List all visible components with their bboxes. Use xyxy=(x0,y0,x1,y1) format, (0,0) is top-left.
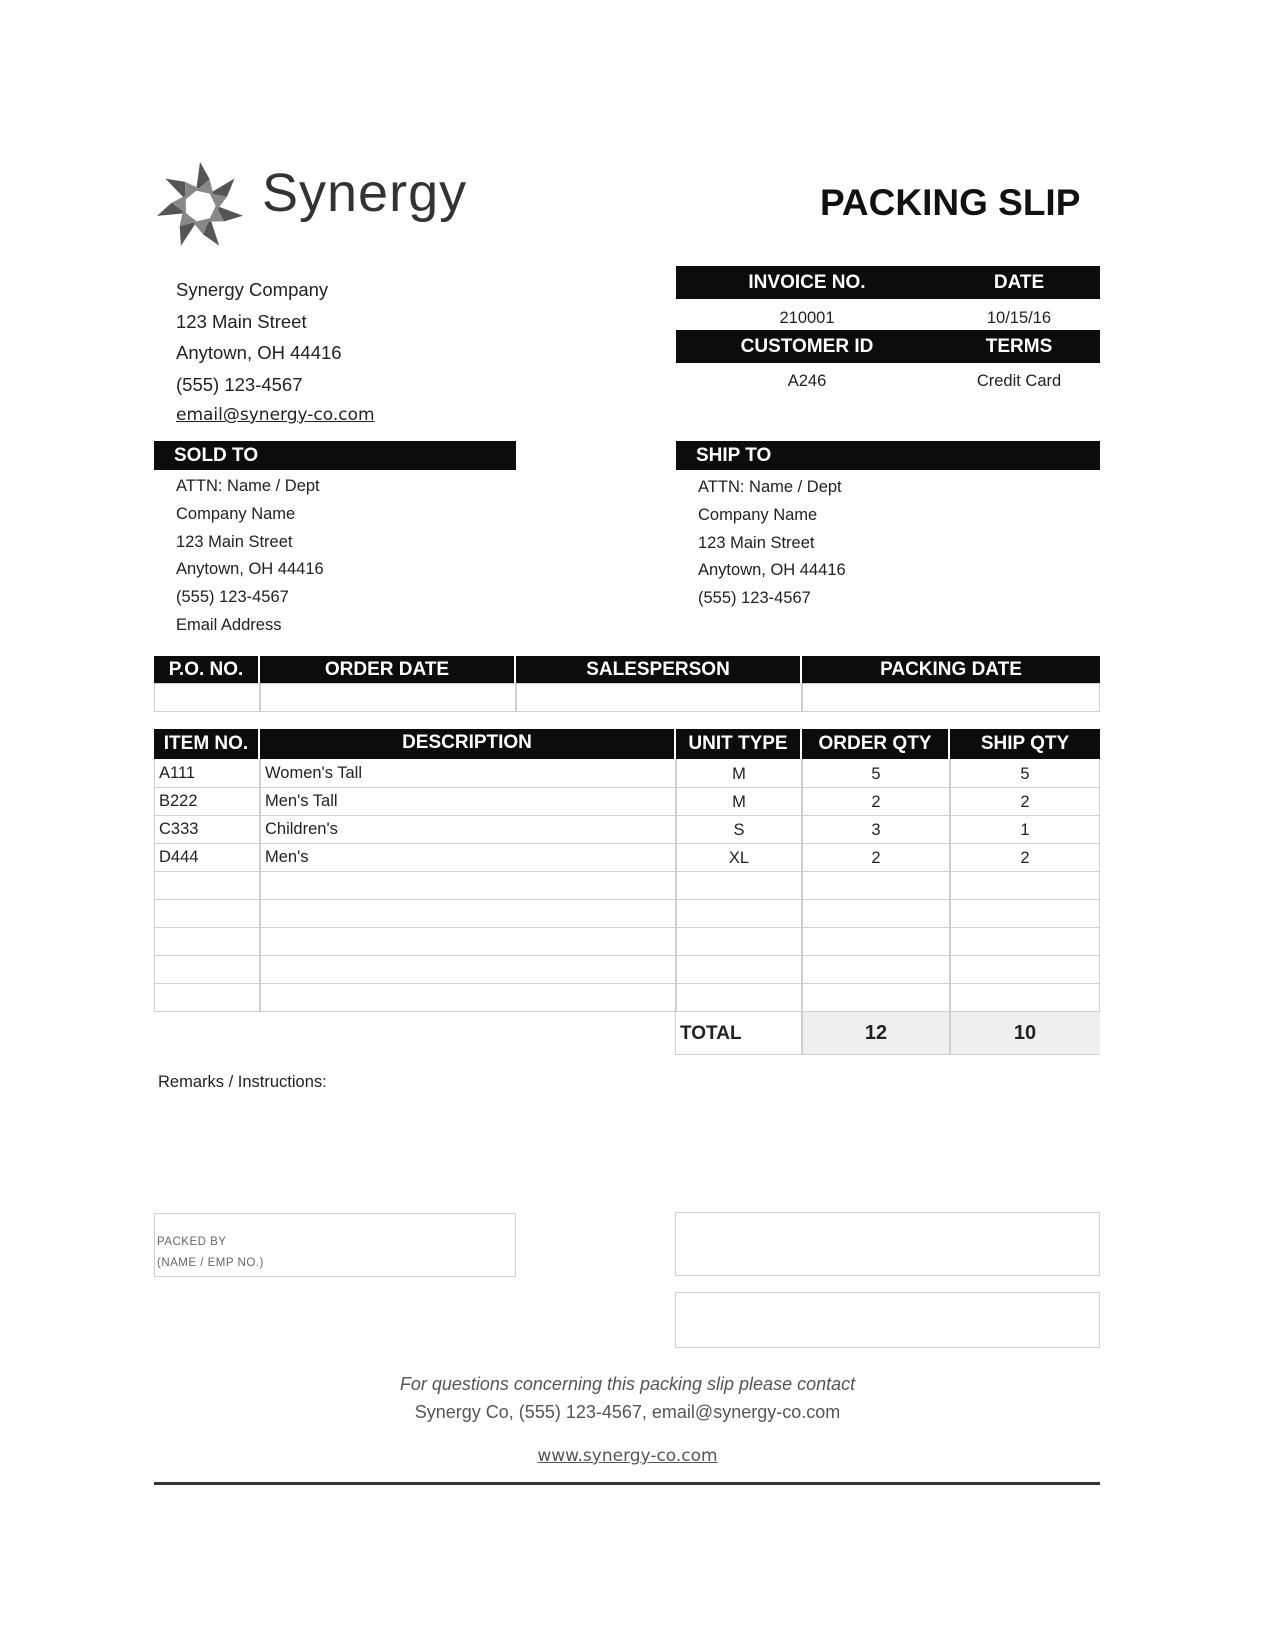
ship-qty-header: SHIP QTY xyxy=(980,733,1070,754)
description-cell: Women's Tall xyxy=(265,764,362,782)
unit-type-cell: XL xyxy=(728,849,750,867)
salesperson-label: SALESPERSON xyxy=(586,658,730,680)
ship-to-phone: (555) 123-4567 xyxy=(698,589,811,608)
description-header: DESCRIPTION xyxy=(402,732,532,753)
ship-qty-cell: 1 xyxy=(1020,821,1030,839)
unit-type-cell: M xyxy=(732,793,746,811)
date-value: 10/15/16 xyxy=(986,309,1052,327)
sold-to-label: SOLD TO xyxy=(174,444,259,466)
order-qty-cell: 2 xyxy=(871,849,881,867)
item-no-cell: A111 xyxy=(159,764,196,782)
remarks-label: Remarks / Instructions: xyxy=(158,1073,327,1091)
description-cell: Children's xyxy=(265,820,338,838)
order-info-row xyxy=(154,683,1100,712)
invoice-no-label: INVOICE NO. xyxy=(748,271,866,293)
footer-website-link[interactable]: www.synergy-co.com xyxy=(537,1446,718,1466)
signature-box-1[interactable] xyxy=(675,1212,1100,1276)
customer-header-bar xyxy=(676,330,1100,363)
sold-to-attn: ATTN: Name / Dept xyxy=(176,477,320,495)
order-qty-cell: 5 xyxy=(871,765,881,783)
terms-value: Credit Card xyxy=(976,372,1062,390)
packed-by-sublabel: (NAME / EMP NO.) xyxy=(157,1257,264,1269)
description-cell: Men's Tall xyxy=(265,792,338,810)
company-city: Anytown, OH 44416 xyxy=(176,342,342,363)
total-ship-qty: 10 xyxy=(1013,1022,1037,1044)
total-label: TOTAL xyxy=(680,1023,742,1044)
order-qty-cell: 2 xyxy=(871,793,881,811)
ship-to-city: Anytown, OH 44416 xyxy=(698,561,846,580)
items-header xyxy=(154,729,1100,759)
item-no-header: ITEM NO. xyxy=(163,733,249,754)
ship-qty-cell: 2 xyxy=(1020,793,1030,811)
ship-to-bar xyxy=(676,441,1100,470)
sold-to-address xyxy=(176,473,324,640)
ship-qty-cell: 2 xyxy=(1020,849,1030,867)
unit-type-cell: M xyxy=(732,765,746,783)
customer-id-label: CUSTOMER ID xyxy=(740,335,874,357)
footer-divider xyxy=(154,1482,1100,1485)
synergy-logo-icon xyxy=(152,158,248,254)
footer-contact-line: For questions concerning this packing slip please contact xyxy=(399,1374,856,1394)
packed-by-label: PACKED BY xyxy=(157,1236,227,1248)
description-cell: Men's xyxy=(265,848,309,866)
po-no-label: P.O. NO. xyxy=(168,658,244,680)
packed-by-field[interactable] xyxy=(154,1213,516,1277)
sold-to-email: Email Address xyxy=(176,615,282,634)
company-email-link[interactable]: email@synergy-co.com xyxy=(176,405,375,425)
order-date-label: ORDER DATE xyxy=(324,658,450,680)
order-qty-header: ORDER QTY xyxy=(818,733,932,754)
company-phone: (555) 123-4567 xyxy=(176,373,303,395)
item-no-cell: C333 xyxy=(159,820,199,838)
company-street: 123 Main Street xyxy=(176,310,307,332)
footer-contact-details: Synergy Co, (555) 123-4567, email@synergy-co.com xyxy=(414,1402,841,1422)
brand-name: Synergy xyxy=(262,163,468,223)
total-order-qty: 12 xyxy=(864,1022,888,1044)
sold-to-city: Anytown, OH 44416 xyxy=(176,560,324,579)
terms-label: TERMS xyxy=(985,335,1053,357)
customer-id-value: A246 xyxy=(787,372,827,390)
company-info xyxy=(176,274,375,432)
document-title: PACKING SLIP xyxy=(820,182,1081,223)
signature-box-2[interactable] xyxy=(675,1292,1100,1348)
unit-type-cell: S xyxy=(733,821,745,839)
company-name: Synergy Company xyxy=(176,279,329,300)
invoice-header-bar xyxy=(676,266,1100,299)
order-info-header xyxy=(154,656,1100,683)
ship-qty-cell: 5 xyxy=(1020,765,1030,783)
ship-to-attn: ATTN: Name / Dept xyxy=(698,478,842,496)
sold-to-bar xyxy=(154,441,516,470)
ship-to-address xyxy=(698,474,846,613)
ship-to-company: Company Name xyxy=(698,505,818,524)
order-qty-cell: 3 xyxy=(871,821,881,839)
item-no-cell: D444 xyxy=(159,848,199,866)
ship-to-label: SHIP TO xyxy=(696,444,772,466)
sold-to-company: Company Name xyxy=(176,504,296,523)
packing-date-label: PACKING DATE xyxy=(880,658,1022,680)
ship-to-street: 123 Main Street xyxy=(698,533,815,552)
sold-to-phone: (555) 123-4567 xyxy=(176,588,289,607)
unit-type-header: UNIT TYPE xyxy=(688,733,788,754)
sold-to-street: 123 Main Street xyxy=(176,532,293,551)
item-no-cell: B222 xyxy=(159,792,198,810)
invoice-no-value: 210001 xyxy=(779,309,835,327)
date-label: DATE xyxy=(993,271,1045,293)
